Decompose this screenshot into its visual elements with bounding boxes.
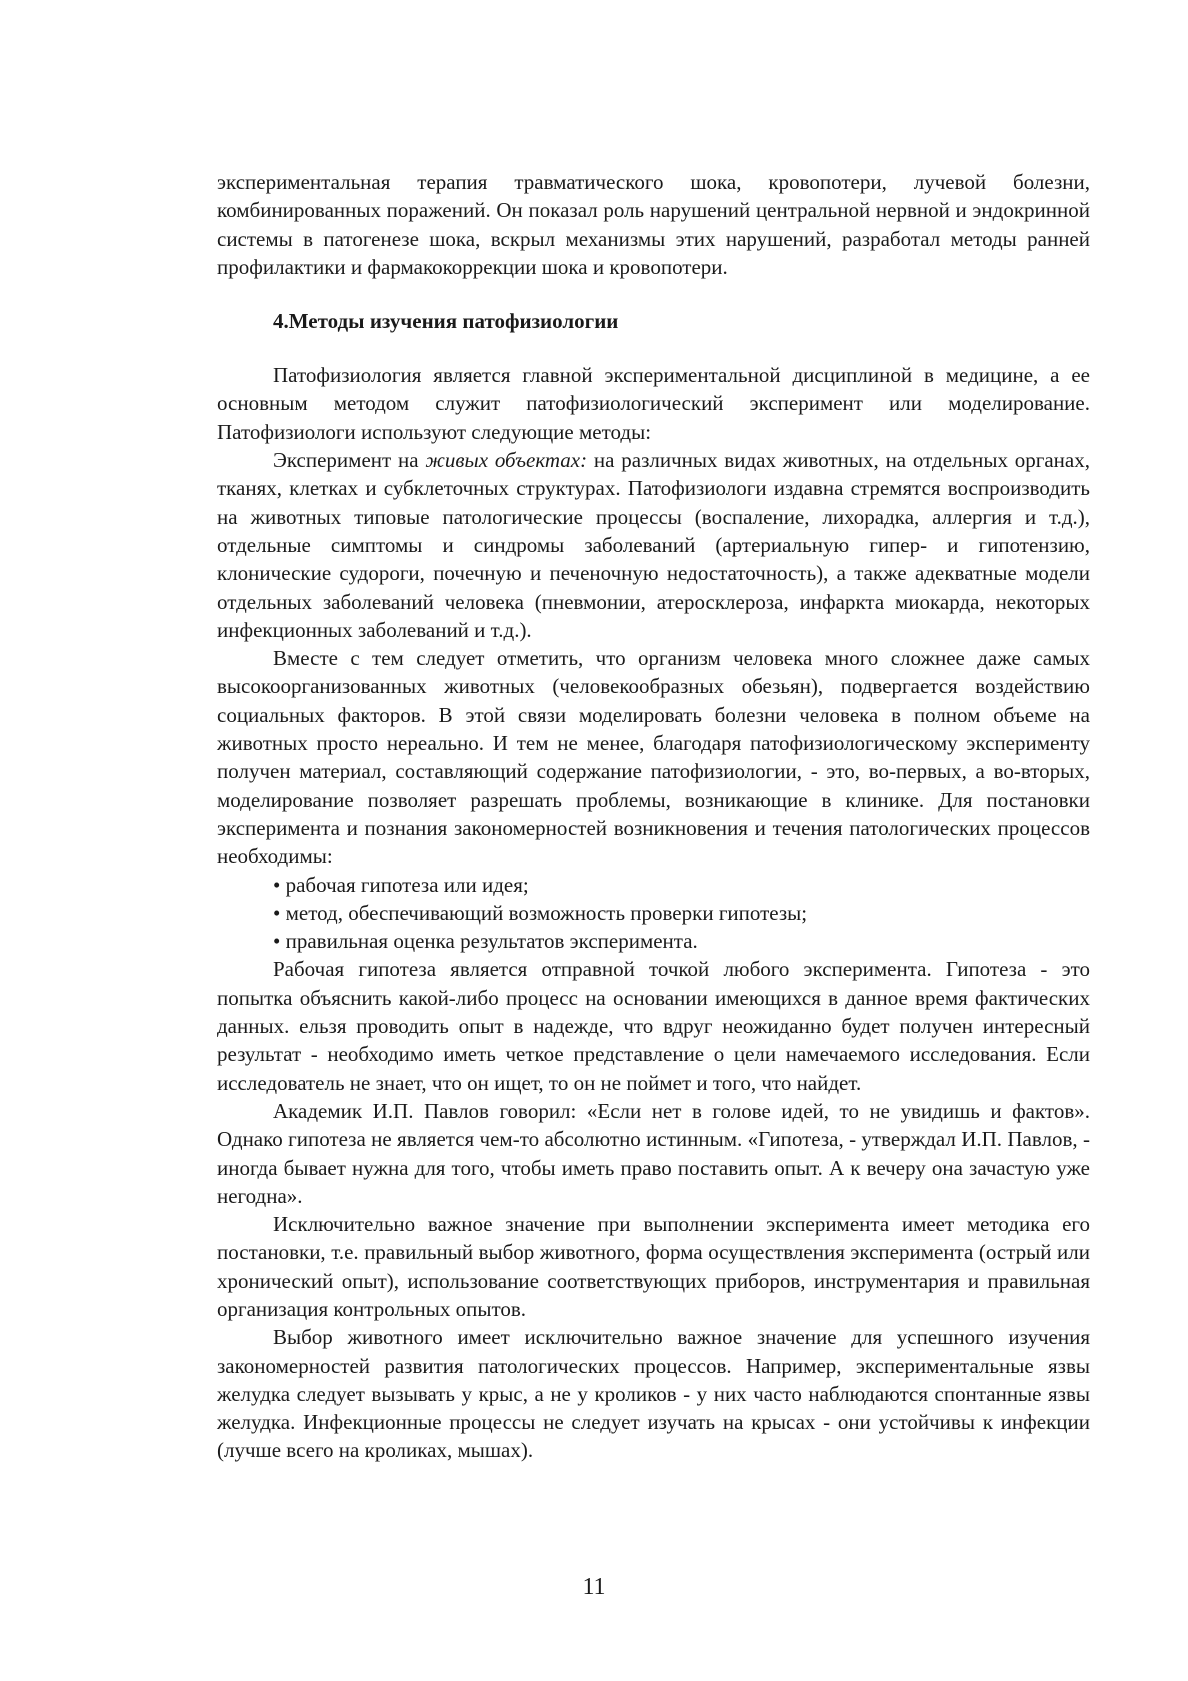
paragraph-2-lead: Эксперимент на: [273, 448, 426, 473]
bullet-item: • правильная оценка результатов эксперимента.: [273, 929, 698, 954]
page-number: 11: [582, 1574, 606, 1600]
paragraph-3: Вместе с тем следует отметить, что организм человека много сложнее даже самых высокоорганизованных животных (человекообразных обезьян), подвергается воздействию социальных факторов. В этой связи моделировать болезни человека в полном объеме на животных просто нереально. И тем не менее, благодаря патофизиологическому эксперименту получен материал, составляющий содержание патофизиологии, - это, во-первых, а во-вторых, моделирование позволяет разрешать проблемы, возникающие в клинике. Для постановки эксперимента и познания закономерностей возникновения и течения патологических процессов необходимы:: [217, 646, 1090, 869]
paragraph-2-italic: живых объектах:: [425, 448, 588, 473]
bullet-item: • метод, обеспечивающий возможность проверки гипотезы;: [273, 900, 808, 925]
bullet-item: • рабочая гипотеза или идея;: [273, 872, 529, 897]
paragraph-2-rest: на различных видах животных, на отдельных органах, тканях, клетках и субклеточных структурах. Патофизиологи издавна стремятся воспроизводить на животных типовые патологические процессы (воспаление, лихорадка, аллергия и т.д.), отдельные симптомы и синдромы заболеваний (артериальную гипер- и гипотензию, клонические судороги, почечную и печеночную недостаточность), а также адекватные модели отдельных заболеваний человека (пневмонии, атеросклероза, инфаркта миокарда, некоторых инфекционных заболеваний и т.д.).: [217, 448, 1090, 642]
intro-paragraph: экспериментальная терапия травматического шока, кровопотери, лучевой болезни, комбинированных поражений. Он показал роль нарушений центральной нервной и эндокринной системы в патогенезе шока, вскрыл механизмы этих нарушений, разработал методы ранней профилактики и фармакокоррекции шока и кровопотери.: [217, 170, 1090, 279]
paragraph-5: Академик И.П. Павлов говорил: «Если нет в голове идей, то не увидишь и фактов». Однако гипотеза не является чем-то абсолютно истинным. «Гипотеза, - утверждал И.П. Павлов, - иногда бывает нужна для того, чтобы иметь право поставить опыт. А к вечеру она зачастую уже негодна».: [217, 1098, 1090, 1208]
document-page: [217, 168, 1090, 1465]
paragraph-4: Рабочая гипотеза является отправной точкой любого эксперимента. Гипотеза - это попытка объяснить какой-либо процесс на основании имеющихся в данное время фактических данных. ельзя проводить опыт в надежде, что вдруг неожиданно будет получен интересный результат - необходимо иметь четкое представление о цели намечаемого исследования. Если исследователь не знает, что он ищет, то он не поймет и того, что найдет.: [217, 957, 1090, 1095]
paragraph-1: Патофизиология является главной экспериментальной дисциплиной в медицине, а ее основным методом служит патофизиологический эксперимент или моделирование. Патофизиологи используют следующие методы:: [217, 363, 1090, 444]
paragraph-6: Исключительно важное значение при выполнении эксперимента имеет методика его постановки, т.е. правильный выбор животного, форма осуществления эксперимента (острый или хронический опыт), использование соответствующих приборов, инструментария и правильная организация контрольных опытов.: [217, 1212, 1090, 1321]
paragraph-7: Выбор животного имеет исключительно важное значение для успешного изучения закономерностей развития патологических процессов. Например, экспериментальные язвы желудка следует вызывать у крыс, а не у кроликов - у них часто наблюдаются спонтанные язвы желудка. Инфекционные процессы не следует изучать на крысах - они устойчивы к инфекции (лучше всего на кроликах, мышах).: [217, 1325, 1090, 1463]
paragraph-2: [217, 446, 1090, 644]
section-heading: 4.Методы изучения патофизиологии: [273, 309, 619, 334]
